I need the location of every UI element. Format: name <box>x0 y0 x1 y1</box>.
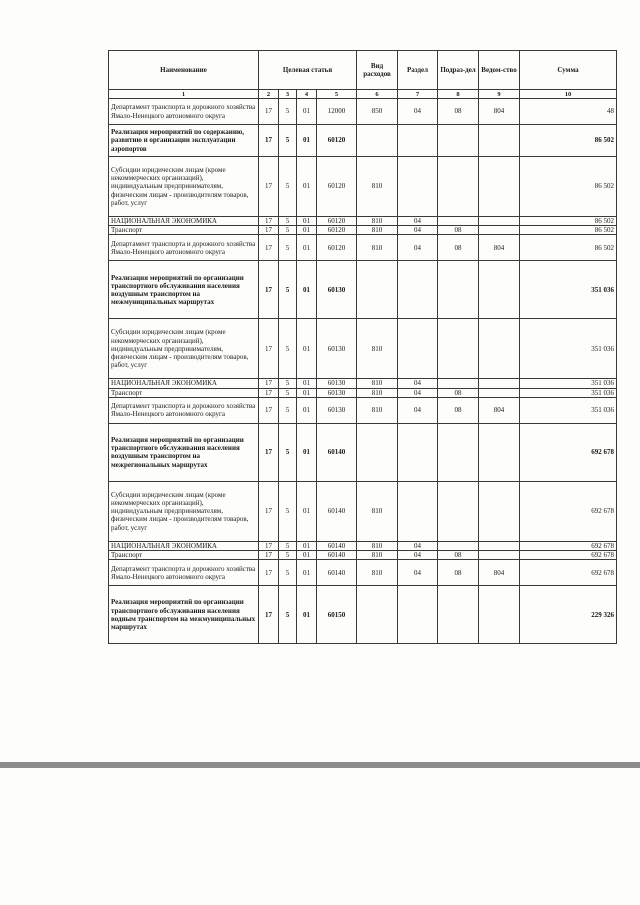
target-code-program: 17 <box>259 586 279 644</box>
section-cell <box>398 586 438 644</box>
section-cell: 04 <box>398 551 438 560</box>
target-code-subprogram: 5 <box>279 261 297 319</box>
expense-type-cell: 810 <box>357 397 398 423</box>
column-number: 1 <box>109 90 259 99</box>
subsection-cell <box>438 157 479 217</box>
target-code-item: 60140 <box>317 423 357 481</box>
department-cell <box>479 226 520 235</box>
target-code-program: 17 <box>259 379 279 388</box>
department-cell <box>479 541 520 550</box>
column-number-row <box>109 90 617 99</box>
subsection-cell <box>438 125 479 157</box>
target-code-item: 60140 <box>317 481 357 541</box>
subsection-cell <box>438 319 479 379</box>
target-code-program: 17 <box>259 319 279 379</box>
row-name: НАЦИОНАЛЬНАЯ ЭКОНОМИКА <box>109 541 259 550</box>
target-code-subprogram: 5 <box>279 226 297 235</box>
target-code-group: 01 <box>297 551 317 560</box>
target-code-program: 17 <box>259 388 279 397</box>
target-code-subprogram: 5 <box>279 560 297 586</box>
target-code-subprogram: 5 <box>279 217 297 226</box>
section-cell: 04 <box>398 541 438 550</box>
section-cell: 04 <box>398 217 438 226</box>
target-code-program: 17 <box>259 235 279 261</box>
department-cell <box>479 157 520 217</box>
row-name: Департамент транспорта и дорожного хозяйства Ямало-Ненецкого автономного округа <box>109 235 259 261</box>
target-code-subprogram: 5 <box>279 99 297 125</box>
expense-type-cell: 810 <box>357 481 398 541</box>
column-number: 4 <box>297 90 317 99</box>
subsection-cell: 08 <box>438 397 479 423</box>
sum-cell: 86 502 <box>520 235 617 261</box>
department-cell: 804 <box>479 235 520 261</box>
sum-cell: 86 502 <box>520 226 617 235</box>
target-code-group: 01 <box>297 157 317 217</box>
target-code-item: 60140 <box>317 560 357 586</box>
target-code-item: 60140 <box>317 541 357 550</box>
subsection-cell: 08 <box>438 560 479 586</box>
department-cell <box>479 125 520 157</box>
target-code-group: 01 <box>297 586 317 644</box>
row-name: НАЦИОНАЛЬНАЯ ЭКОНОМИКА <box>109 379 259 388</box>
target-code-subprogram: 5 <box>279 541 297 550</box>
target-code-program: 17 <box>259 226 279 235</box>
target-code-group: 01 <box>297 541 317 550</box>
target-code-item: 12000 <box>317 99 357 125</box>
target-code-group: 01 <box>297 379 317 388</box>
subsection-cell <box>438 423 479 481</box>
table-row <box>109 397 617 423</box>
target-code-item: 60150 <box>317 586 357 644</box>
row-name: Департамент транспорта и дорожного хозяйства Ямало-Ненецкого автономного округа <box>109 99 259 125</box>
subsection-cell <box>438 541 479 550</box>
sum-cell: 692 678 <box>520 423 617 481</box>
table-row <box>109 99 617 125</box>
next-page-edge <box>0 768 640 905</box>
target-code-group: 01 <box>297 423 317 481</box>
header-sum: Сумма <box>520 51 617 90</box>
table-row <box>109 560 617 586</box>
table-row <box>109 226 617 235</box>
table-row <box>109 551 617 560</box>
sum-cell: 351 036 <box>520 397 617 423</box>
table-row <box>109 379 617 388</box>
target-code-item: 60130 <box>317 379 357 388</box>
target-code-subprogram: 5 <box>279 423 297 481</box>
target-code-program: 17 <box>259 99 279 125</box>
header-target: Целевая статья <box>259 51 357 90</box>
table-row <box>109 423 617 481</box>
row-name: Департамент транспорта и дорожного хозяйства Ямало-Ненецкого автономного округа <box>109 397 259 423</box>
expense-type-cell <box>357 423 398 481</box>
target-code-program: 17 <box>259 261 279 319</box>
row-name: Транспорт <box>109 388 259 397</box>
section-cell <box>398 319 438 379</box>
header-expense-type: Вид расходов <box>357 51 398 90</box>
sum-cell: 86 502 <box>520 125 617 157</box>
target-code-item: 60120 <box>317 235 357 261</box>
table-row <box>109 481 617 541</box>
row-name: Транспорт <box>109 226 259 235</box>
target-code-group: 01 <box>297 125 317 157</box>
subsection-cell: 08 <box>438 388 479 397</box>
expense-type-cell <box>357 261 398 319</box>
target-code-program: 17 <box>259 217 279 226</box>
sum-cell: 86 502 <box>520 157 617 217</box>
table-row <box>109 388 617 397</box>
target-code-item: 60120 <box>317 157 357 217</box>
target-code-program: 17 <box>259 397 279 423</box>
target-code-group: 01 <box>297 261 317 319</box>
section-cell <box>398 481 438 541</box>
department-cell: 804 <box>479 99 520 125</box>
table-row <box>109 157 617 217</box>
column-number: 7 <box>398 90 438 99</box>
table-row <box>109 235 617 261</box>
section-cell <box>398 423 438 481</box>
target-code-program: 17 <box>259 125 279 157</box>
sum-cell: 692 678 <box>520 481 617 541</box>
target-code-program: 17 <box>259 481 279 541</box>
department-cell <box>479 261 520 319</box>
department-cell <box>479 551 520 560</box>
department-cell <box>479 481 520 541</box>
budget-table <box>108 50 617 644</box>
row-name: НАЦИОНАЛЬНАЯ ЭКОНОМИКА <box>109 217 259 226</box>
row-name: Реализация мероприятий по содержанию, развитию и организации эксплуатации аэропортов <box>109 125 259 157</box>
table-row <box>109 541 617 550</box>
target-code-item: 60120 <box>317 125 357 157</box>
row-name: Субсидии юридическим лицам (кроме некоммерческих организаций), индивидуальным предпринимателям, физическим лицам - производителям товаров, работ, услуг <box>109 319 259 379</box>
target-code-subprogram: 5 <box>279 481 297 541</box>
expense-type-cell <box>357 586 398 644</box>
sum-cell: 351 036 <box>520 379 617 388</box>
subsection-cell: 08 <box>438 235 479 261</box>
target-code-program: 17 <box>259 423 279 481</box>
target-code-subprogram: 5 <box>279 319 297 379</box>
sum-cell: 351 036 <box>520 388 617 397</box>
header-department: Ведом-ство <box>479 51 520 90</box>
sum-cell: 692 678 <box>520 551 617 560</box>
column-number: 5 <box>317 90 357 99</box>
target-code-item: 60130 <box>317 319 357 379</box>
target-code-item: 60120 <box>317 226 357 235</box>
target-code-item: 60120 <box>317 217 357 226</box>
column-number: 3 <box>279 90 297 99</box>
subsection-cell <box>438 261 479 319</box>
target-code-program: 17 <box>259 541 279 550</box>
target-code-program: 17 <box>259 560 279 586</box>
table-body <box>109 99 617 644</box>
target-code-subprogram: 5 <box>279 379 297 388</box>
section-cell: 04 <box>398 99 438 125</box>
expense-type-cell: 810 <box>357 226 398 235</box>
target-code-subprogram: 5 <box>279 388 297 397</box>
sum-cell: 692 678 <box>520 560 617 586</box>
table-row <box>109 217 617 226</box>
expense-type-cell: 810 <box>357 235 398 261</box>
section-cell <box>398 157 438 217</box>
subsection-cell <box>438 481 479 541</box>
target-code-subprogram: 5 <box>279 125 297 157</box>
expense-type-cell: 810 <box>357 541 398 550</box>
target-code-group: 01 <box>297 235 317 261</box>
row-name: Реализация мероприятий по организации транспортного обслуживания населения воздушным транспортом на межмуниципальных маршрутах <box>109 261 259 319</box>
expense-type-cell: 810 <box>357 551 398 560</box>
target-code-subprogram: 5 <box>279 551 297 560</box>
header-row <box>109 51 617 90</box>
header-section: Раздел <box>398 51 438 90</box>
column-number: 10 <box>520 90 617 99</box>
target-code-group: 01 <box>297 481 317 541</box>
department-cell <box>479 379 520 388</box>
expense-type-cell: 850 <box>357 99 398 125</box>
department-cell <box>479 388 520 397</box>
section-cell: 04 <box>398 226 438 235</box>
department-cell <box>479 586 520 644</box>
section-cell: 04 <box>398 560 438 586</box>
target-code-group: 01 <box>297 99 317 125</box>
sum-cell: 692 678 <box>520 541 617 550</box>
target-code-subprogram: 5 <box>279 397 297 423</box>
section-cell: 04 <box>398 388 438 397</box>
sum-cell: 48 <box>520 99 617 125</box>
sum-cell: 351 036 <box>520 319 617 379</box>
expense-type-cell: 810 <box>357 560 398 586</box>
row-name: Субсидии юридическим лицам (кроме некоммерческих организаций), индивидуальным предпринимателям, физическим лицам - производителям товаров, работ, услуг <box>109 157 259 217</box>
subsection-cell: 08 <box>438 99 479 125</box>
subsection-cell: 08 <box>438 226 479 235</box>
expense-type-cell <box>357 125 398 157</box>
expense-type-cell: 810 <box>357 217 398 226</box>
expense-type-cell: 810 <box>357 157 398 217</box>
table-row <box>109 261 617 319</box>
table-row <box>109 319 617 379</box>
target-code-group: 01 <box>297 397 317 423</box>
department-cell: 804 <box>479 560 520 586</box>
subsection-cell <box>438 379 479 388</box>
expense-type-cell: 810 <box>357 388 398 397</box>
expense-type-cell: 810 <box>357 379 398 388</box>
target-code-item: 60130 <box>317 388 357 397</box>
table-row <box>109 586 617 644</box>
column-number: 2 <box>259 90 279 99</box>
row-name: Субсидии юридическим лицам (кроме некоммерческих организаций), индивидуальным предпринимателям, физическим лицам - производителям товаров, работ, услуг <box>109 481 259 541</box>
target-code-group: 01 <box>297 217 317 226</box>
target-code-group: 01 <box>297 226 317 235</box>
department-cell: 804 <box>479 397 520 423</box>
expense-type-cell: 810 <box>357 319 398 379</box>
row-name: Реализация мероприятий по организации транспортного обслуживания населения водным транспортом на межмуниципальных маршрутах <box>109 586 259 644</box>
department-cell <box>479 423 520 481</box>
section-cell: 04 <box>398 397 438 423</box>
column-number: 9 <box>479 90 520 99</box>
column-number: 6 <box>357 90 398 99</box>
target-code-group: 01 <box>297 319 317 379</box>
subsection-cell <box>438 217 479 226</box>
section-cell <box>398 125 438 157</box>
sum-cell: 229 326 <box>520 586 617 644</box>
row-name: Департамент транспорта и дорожного хозяйства Ямало-Ненецкого автономного округа <box>109 560 259 586</box>
table-row <box>109 125 617 157</box>
target-code-group: 01 <box>297 560 317 586</box>
department-cell <box>479 319 520 379</box>
target-code-subprogram: 5 <box>279 157 297 217</box>
target-code-subprogram: 5 <box>279 235 297 261</box>
target-code-item: 60140 <box>317 551 357 560</box>
row-name: Реализация мероприятий по организации транспортного обслуживания населения воздушным транспортом на межрегиональных маршрутах <box>109 423 259 481</box>
target-code-program: 17 <box>259 157 279 217</box>
header-name: Наименование <box>109 51 259 90</box>
subsection-cell <box>438 586 479 644</box>
target-code-program: 17 <box>259 551 279 560</box>
header-subsection: Подраз-дел <box>438 51 479 90</box>
section-cell: 04 <box>398 235 438 261</box>
target-code-item: 60130 <box>317 261 357 319</box>
sum-cell: 86 502 <box>520 217 617 226</box>
target-code-group: 01 <box>297 388 317 397</box>
department-cell <box>479 217 520 226</box>
section-cell <box>398 261 438 319</box>
column-number: 8 <box>438 90 479 99</box>
row-name: Транспорт <box>109 551 259 560</box>
target-code-item: 60130 <box>317 397 357 423</box>
sum-cell: 351 036 <box>520 261 617 319</box>
section-cell: 04 <box>398 379 438 388</box>
subsection-cell: 08 <box>438 551 479 560</box>
target-code-subprogram: 5 <box>279 586 297 644</box>
